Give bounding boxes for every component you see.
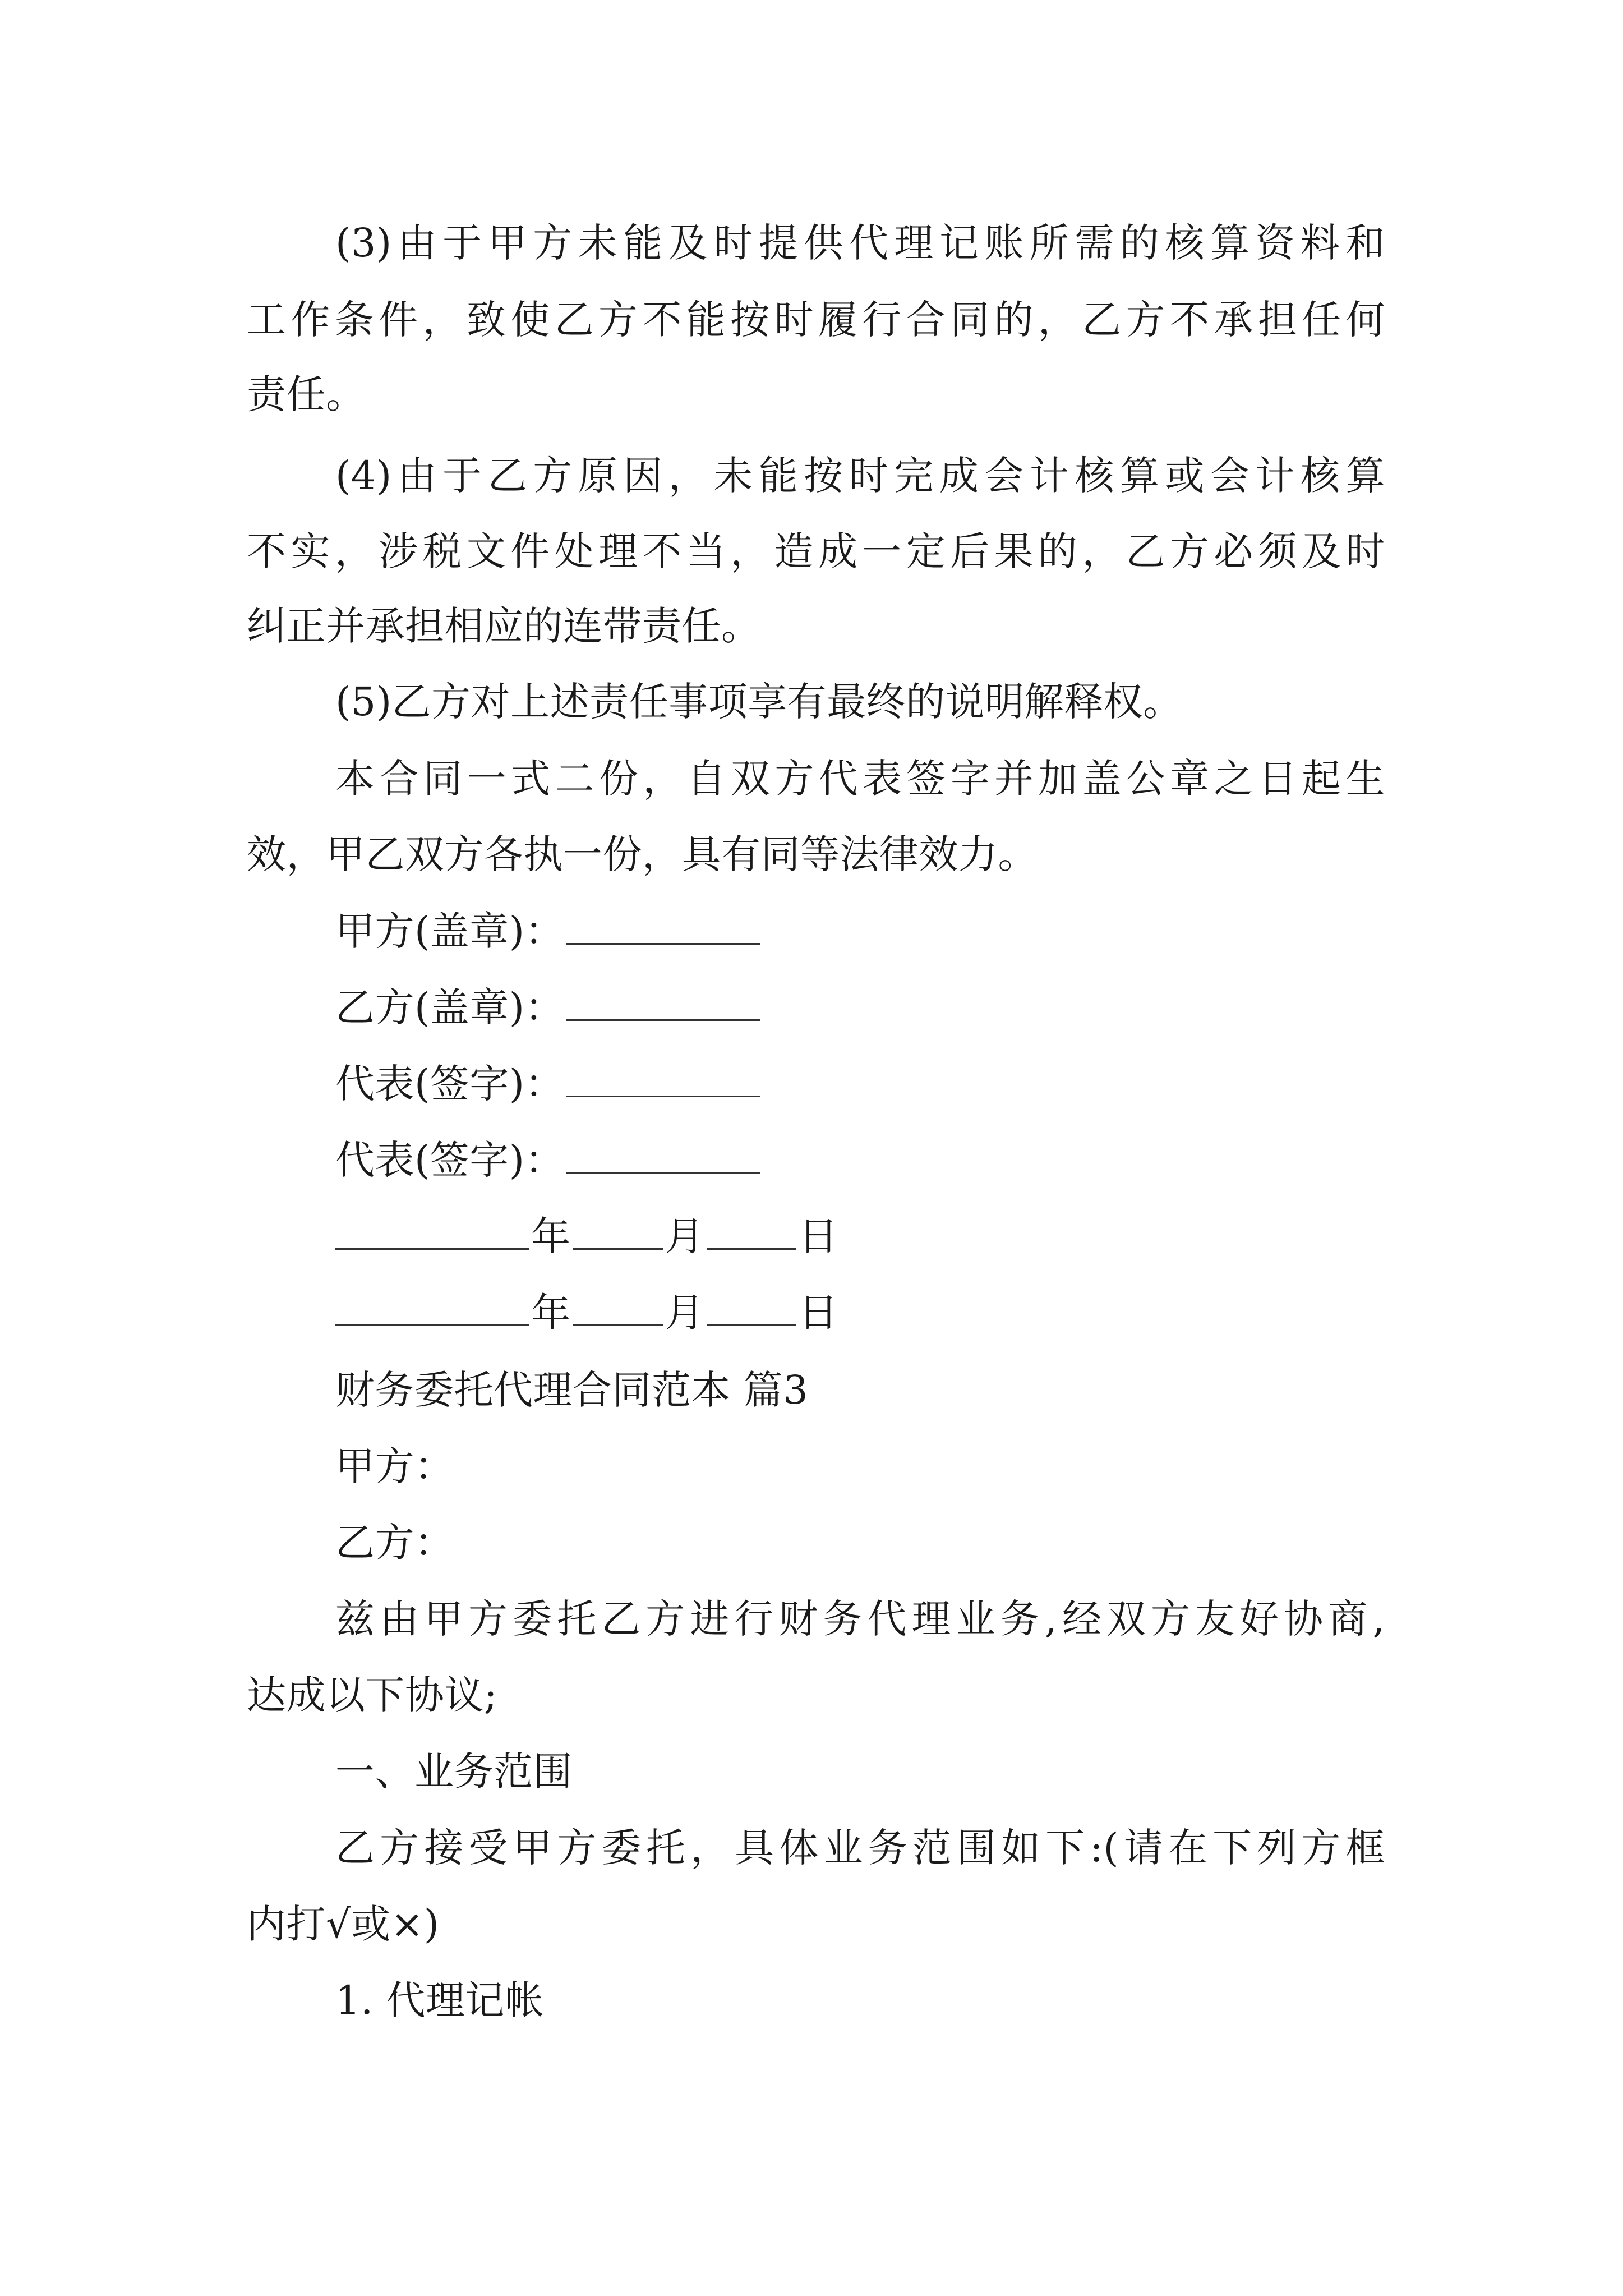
item-bookkeeping: 1. 代理记帐	[335, 1977, 545, 2023]
date-year-blank-2[interactable]	[335, 1290, 529, 1326]
heading-business-scope: 一、业务范围	[335, 1749, 573, 1795]
rep-sign-label-2: 代表(签字)：	[335, 1137, 565, 1183]
date-day-label-1: 日	[799, 1213, 838, 1259]
copies-line-2: 效，甲乙双方各执一份，具有同等法律效力。	[247, 831, 1038, 877]
party-b-seal-label: 乙方(盖章)：	[335, 984, 565, 1030]
date-month-blank-2[interactable]	[573, 1290, 663, 1326]
scope-line-1: 乙方接受甲方委托，具体业务范围如下:(请在下列方框	[335, 1825, 1385, 1871]
intro-line-1: 兹由甲方委托乙方进行财务代理业务,经双方友好协商,	[335, 1596, 1385, 1642]
date-row-1	[335, 1209, 1385, 1263]
rep-sign-blank-1[interactable]	[566, 1061, 760, 1097]
rep-sign-label-1: 代表(签字)：	[335, 1061, 565, 1107]
date-row-2	[335, 1286, 1385, 1340]
rep-sign-row-2	[335, 1133, 1385, 1187]
clause-4-line-1: (4)由于乙方原因，未能按时完成会计核算或会计核算	[335, 453, 1385, 499]
date-month-blank-1[interactable]	[573, 1213, 663, 1250]
party-a-seal-row	[335, 904, 1385, 958]
clause-3-line-3: 责任。	[247, 371, 366, 417]
section-party-b: 乙方：	[335, 1520, 454, 1566]
rep-sign-blank-2[interactable]	[566, 1137, 760, 1174]
clause-3-line-1: (3)由于甲方未能及时提供代理记账所需的核算资料和	[335, 220, 1385, 266]
date-year-label-2: 年	[531, 1290, 571, 1336]
intro-line-2: 达成以下协议;	[247, 1672, 498, 1718]
date-day-blank-2[interactable]	[707, 1290, 796, 1326]
date-year-blank-1[interactable]	[335, 1213, 529, 1250]
clause-4-line-2: 不实，涉税文件处理不当，造成一定后果的，乙方必须及时	[247, 528, 1385, 574]
party-b-seal-blank[interactable]	[566, 984, 760, 1021]
clause-3-line-2: 工作条件，致使乙方不能按时履行合同的，乙方不承担任何	[247, 297, 1385, 343]
copies-line-1: 本合同一式二份，自双方代表签字并加盖公章之日起生	[335, 756, 1385, 802]
section-party-a: 甲方：	[335, 1443, 454, 1489]
date-month-label-2: 月	[665, 1290, 704, 1336]
date-day-blank-1[interactable]	[707, 1213, 796, 1250]
rep-sign-row-1	[335, 1057, 1385, 1111]
party-a-seal-blank[interactable]	[566, 908, 760, 945]
clause-5-line-1: (5)乙方对上述责任事项享有最终的说明解释权。	[335, 679, 1183, 725]
date-month-label-1: 月	[665, 1213, 704, 1259]
section-title: 财务委托代理合同范本 篇3	[335, 1367, 809, 1413]
party-b-seal-row	[335, 981, 1385, 1034]
party-a-seal-label: 甲方(盖章)：	[335, 908, 565, 954]
date-day-label-2: 日	[799, 1290, 838, 1336]
clause-4-line-3: 纠正并承担相应的连带责任。	[247, 603, 761, 649]
scope-line-2: 内打√或×)	[247, 1901, 440, 1947]
date-year-label-1: 年	[531, 1213, 571, 1259]
